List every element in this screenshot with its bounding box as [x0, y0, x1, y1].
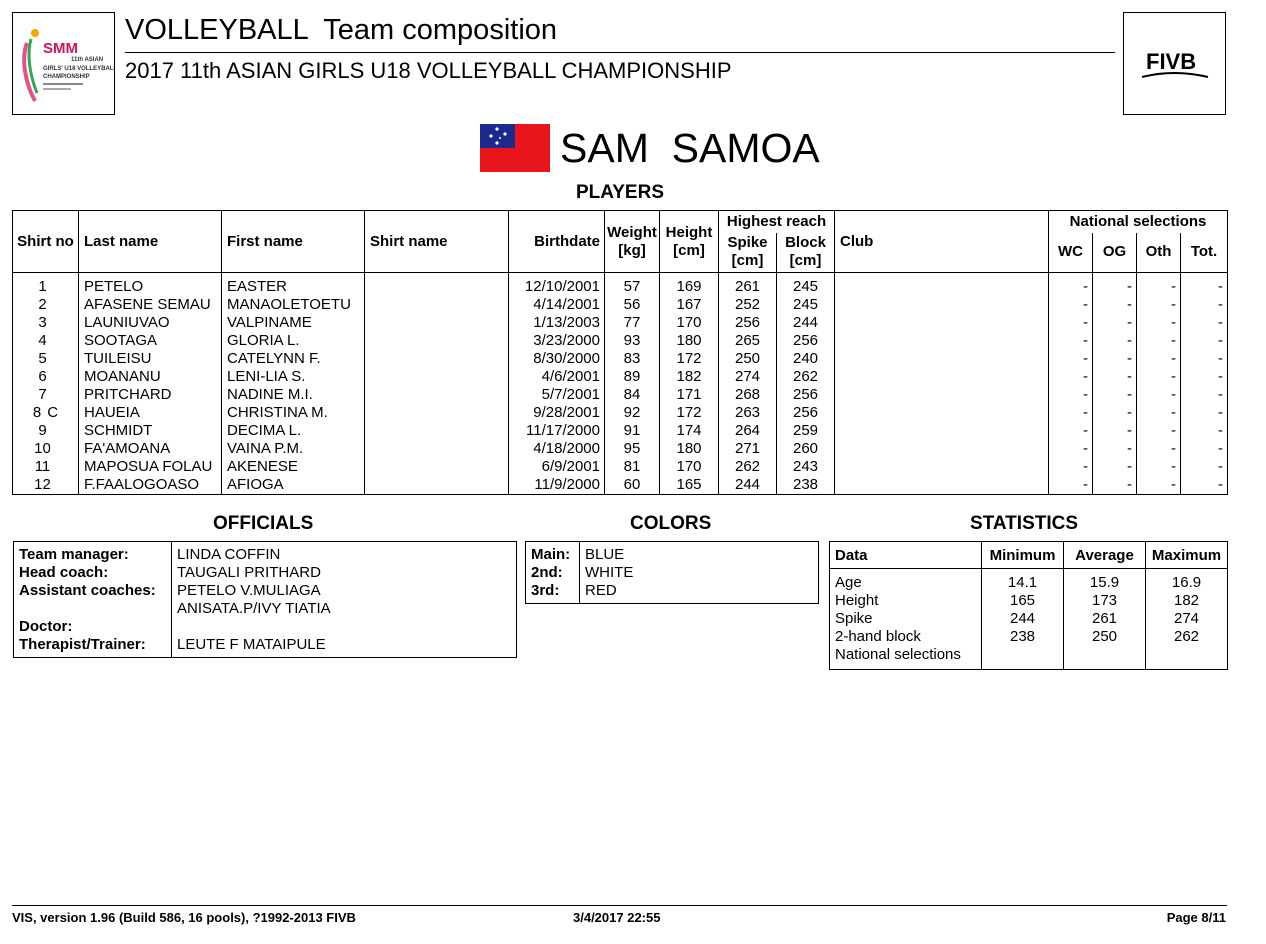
player-first-name: AFIOGA	[222, 476, 365, 495]
table-row	[13, 350, 1228, 368]
captain-marker: C	[47, 404, 59, 421]
player-spike: 252	[719, 296, 777, 314]
player-first-name: NADINE M.I.	[222, 386, 365, 404]
stats-maximum	[1146, 646, 1228, 670]
player-number: 6	[38, 368, 47, 385]
player-last-name: MAPOSUA FOLAU	[79, 458, 222, 476]
samoa-flag-icon	[480, 124, 550, 172]
player-club	[835, 386, 1049, 404]
table-row	[13, 273, 1228, 297]
color-value: BLUE	[585, 546, 625, 563]
player-og: -	[1093, 476, 1137, 495]
player-block: 262	[777, 368, 835, 386]
stats-minimum: 244	[982, 610, 1064, 628]
player-first-name: CHRISTINA M.	[222, 404, 365, 422]
col-header-highest-reach: Highest reach	[719, 211, 835, 233]
table-row	[13, 332, 1228, 350]
player-first-name: CATELYNN F.	[222, 350, 365, 368]
player-last-name: HAUEIA	[79, 404, 222, 422]
player-tot: -	[1181, 332, 1228, 350]
col-header-tot: Tot.	[1181, 233, 1228, 273]
player-first-name: VAINA P.M.	[222, 440, 365, 458]
player-spike: 271	[719, 440, 777, 458]
player-block: 256	[777, 386, 835, 404]
player-block: 245	[777, 273, 835, 297]
player-last-name: PETELO	[79, 273, 222, 297]
stats-header-min: Minimum	[982, 542, 1064, 569]
player-shirt-no	[13, 368, 79, 386]
official-value: ANISATA.P/IVY TIATIA	[177, 600, 331, 617]
player-number: 9	[38, 422, 47, 439]
player-oth: -	[1137, 440, 1181, 458]
player-shirt-no	[13, 273, 79, 297]
stats-minimum: 14.1	[982, 569, 1064, 593]
player-wc: -	[1049, 422, 1093, 440]
player-wc: -	[1049, 314, 1093, 332]
player-oth: -	[1137, 476, 1181, 495]
official-label: Team manager:	[19, 546, 129, 563]
official-value: TAUGALI PRITHARD	[177, 564, 321, 581]
player-og: -	[1093, 350, 1137, 368]
player-shirt-name	[365, 368, 509, 386]
col-header-height: Height [cm]	[660, 211, 719, 273]
player-spike: 244	[719, 476, 777, 495]
player-club	[835, 422, 1049, 440]
player-tot: -	[1181, 368, 1228, 386]
player-og: -	[1093, 368, 1137, 386]
player-spike: 268	[719, 386, 777, 404]
stats-minimum: 165	[982, 592, 1064, 610]
stats-label: Age	[830, 569, 982, 593]
player-oth: -	[1137, 296, 1181, 314]
stats-header-data: Data	[830, 542, 982, 569]
player-wc: -	[1049, 368, 1093, 386]
player-height: 174	[660, 422, 719, 440]
player-weight: 60	[605, 476, 660, 495]
stats-maximum: 262	[1146, 628, 1228, 646]
player-wc: -	[1049, 273, 1093, 297]
player-number: 11	[34, 458, 51, 475]
stats-row	[830, 569, 1228, 593]
player-oth: -	[1137, 458, 1181, 476]
stats-row	[830, 592, 1228, 610]
player-club	[835, 314, 1049, 332]
player-oth: -	[1137, 368, 1181, 386]
player-wc: -	[1049, 332, 1093, 350]
player-height: 182	[660, 368, 719, 386]
player-block: 256	[777, 404, 835, 422]
table-row	[13, 476, 1228, 495]
fivb-logo-image	[1124, 13, 1225, 114]
player-spike: 264	[719, 422, 777, 440]
official-label: Therapist/Trainer:	[19, 636, 146, 653]
player-spike: 261	[719, 273, 777, 297]
table-row	[13, 440, 1228, 458]
player-number: 3	[38, 314, 47, 331]
official-label: Doctor:	[19, 618, 73, 635]
player-og: -	[1093, 440, 1137, 458]
player-birthdate: 11/17/2000	[509, 422, 605, 440]
statistics-heading: STATISTICS	[970, 513, 1079, 534]
stats-header-avg: Average	[1064, 542, 1146, 569]
stats-header-max: Maximum	[1146, 542, 1228, 569]
player-number: 10	[34, 440, 51, 457]
player-weight: 56	[605, 296, 660, 314]
player-shirt-name	[365, 314, 509, 332]
player-tot: -	[1181, 273, 1228, 297]
player-shirt-name	[365, 458, 509, 476]
official-label: Assistant coaches:	[19, 582, 156, 599]
player-block: 259	[777, 422, 835, 440]
player-oth: -	[1137, 404, 1181, 422]
player-last-name: AFASENE SEMAU	[79, 296, 222, 314]
player-wc: -	[1049, 440, 1093, 458]
stats-maximum: 16.9	[1146, 569, 1228, 593]
player-shirt-name	[365, 476, 509, 495]
player-shirt-name	[365, 404, 509, 422]
officials-table	[13, 541, 517, 658]
player-oth: -	[1137, 350, 1181, 368]
player-tot: -	[1181, 404, 1228, 422]
table-row	[13, 314, 1228, 332]
table-row	[13, 458, 1228, 476]
player-height: 172	[660, 404, 719, 422]
player-shirt-name	[365, 332, 509, 350]
color-label: Main:	[531, 546, 571, 563]
player-club	[835, 458, 1049, 476]
stats-minimum	[982, 646, 1064, 670]
player-tot: -	[1181, 458, 1228, 476]
player-club	[835, 332, 1049, 350]
player-height: 169	[660, 273, 719, 297]
player-weight: 83	[605, 350, 660, 368]
player-club	[835, 273, 1049, 297]
player-spike: 263	[719, 404, 777, 422]
stats-row	[830, 646, 1228, 670]
stats-average: 15.9	[1064, 569, 1146, 593]
title-divider	[125, 52, 1115, 53]
col-header-oth: Oth	[1137, 233, 1181, 273]
player-birthdate: 4/6/2001	[509, 368, 605, 386]
player-weight: 91	[605, 422, 660, 440]
stats-label: 2-hand block	[830, 628, 982, 646]
event-logo-text: GIRLS' U18 VOLLEYBALL	[43, 66, 114, 72]
stats-label: Height	[830, 592, 982, 610]
table-row	[13, 386, 1228, 404]
player-birthdate: 6/9/2001	[509, 458, 605, 476]
player-shirt-name	[365, 350, 509, 368]
colors-divider	[579, 542, 580, 603]
player-weight: 81	[605, 458, 660, 476]
player-shirt-name	[365, 296, 509, 314]
footer-page-number: Page 8/11	[1166, 910, 1226, 925]
player-first-name: DECIMA L.	[222, 422, 365, 440]
player-weight: 57	[605, 273, 660, 297]
col-header-last-name: Last name	[79, 211, 222, 273]
player-last-name: PRITCHARD	[79, 386, 222, 404]
table-row	[13, 422, 1228, 440]
player-height: 180	[660, 332, 719, 350]
player-birthdate: 9/28/2001	[509, 404, 605, 422]
footer-divider	[12, 905, 1227, 906]
player-first-name: EASTER	[222, 273, 365, 297]
player-last-name: F.FAALOGOASO	[79, 476, 222, 495]
player-first-name: VALPINAME	[222, 314, 365, 332]
fivb-logo	[1123, 12, 1226, 115]
player-birthdate: 4/18/2000	[509, 440, 605, 458]
player-shirt-no	[13, 350, 79, 368]
color-label: 2nd:	[531, 564, 563, 581]
player-og: -	[1093, 404, 1137, 422]
player-spike: 274	[719, 368, 777, 386]
stats-row	[830, 610, 1228, 628]
official-value: LINDA COFFIN	[177, 546, 281, 563]
player-shirt-no	[13, 404, 79, 422]
player-tot: -	[1181, 386, 1228, 404]
statistics-table-body	[830, 569, 1228, 670]
player-first-name: MANAOLETOETU	[222, 296, 365, 314]
player-number: 1	[38, 278, 47, 295]
player-og: -	[1093, 296, 1137, 314]
officials-heading: OFFICIALS	[213, 513, 314, 534]
player-weight: 93	[605, 332, 660, 350]
player-height: 167	[660, 296, 719, 314]
col-header-birthdate: Birthdate	[509, 211, 605, 273]
player-shirt-no	[13, 296, 79, 314]
player-shirt-no	[13, 458, 79, 476]
player-last-name: FA'AMOANA	[79, 440, 222, 458]
player-club	[835, 296, 1049, 314]
player-height: 172	[660, 350, 719, 368]
color-label: 3rd:	[531, 582, 560, 599]
player-birthdate: 5/7/2001	[509, 386, 605, 404]
player-wc: -	[1049, 296, 1093, 314]
player-height: 170	[660, 314, 719, 332]
col-header-spike: Spike [cm]	[719, 233, 777, 273]
official-value: PETELO V.MULIAGA	[177, 582, 321, 599]
player-height: 165	[660, 476, 719, 495]
page-subtitle: 2017 11th ASIAN GIRLS U18 VOLLEYBALL CHAMPIONSHIP	[125, 58, 732, 83]
player-last-name: TUILEISU	[79, 350, 222, 368]
player-last-name: SCHMIDT	[79, 422, 222, 440]
player-spike: 250	[719, 350, 777, 368]
player-club	[835, 350, 1049, 368]
player-birthdate: 12/10/2001	[509, 273, 605, 297]
player-club	[835, 440, 1049, 458]
player-birthdate: 11/9/2000	[509, 476, 605, 495]
event-logo-text: SMM	[43, 40, 78, 57]
player-birthdate: 4/14/2001	[509, 296, 605, 314]
player-shirt-no	[13, 476, 79, 495]
player-last-name: LAUNIUVAO	[79, 314, 222, 332]
player-last-name: MOANANU	[79, 368, 222, 386]
event-logo	[12, 12, 115, 115]
col-header-og: OG	[1093, 233, 1137, 273]
player-shirt-no	[13, 332, 79, 350]
player-og: -	[1093, 332, 1137, 350]
stats-row	[830, 628, 1228, 646]
player-block: 240	[777, 350, 835, 368]
stats-average: 173	[1064, 592, 1146, 610]
player-shirt-name	[365, 422, 509, 440]
player-spike: 262	[719, 458, 777, 476]
player-wc: -	[1049, 350, 1093, 368]
player-tot: -	[1181, 422, 1228, 440]
player-club	[835, 368, 1049, 386]
player-oth: -	[1137, 332, 1181, 350]
player-shirt-no	[13, 314, 79, 332]
player-number: 4	[38, 332, 47, 349]
player-wc: -	[1049, 476, 1093, 495]
player-number: 8	[32, 404, 42, 421]
player-block: 245	[777, 296, 835, 314]
player-number: 12	[34, 476, 51, 493]
color-value: RED	[585, 582, 617, 599]
event-logo-image	[13, 13, 114, 114]
player-tot: -	[1181, 476, 1228, 495]
player-number: 7	[38, 386, 47, 403]
stats-average: 261	[1064, 610, 1146, 628]
player-shirt-no	[13, 386, 79, 404]
colors-heading: COLORS	[630, 513, 712, 534]
player-last-name: SOOTAGA	[79, 332, 222, 350]
stats-maximum: 274	[1146, 610, 1228, 628]
player-birthdate: 8/30/2000	[509, 350, 605, 368]
player-height: 171	[660, 386, 719, 404]
player-height: 180	[660, 440, 719, 458]
stats-label: National selections	[830, 646, 982, 670]
statistics-table	[829, 541, 1228, 670]
player-wc: -	[1049, 404, 1093, 422]
player-spike: 265	[719, 332, 777, 350]
player-birthdate: 1/13/2003	[509, 314, 605, 332]
event-logo-text: 11th ASIAN	[71, 57, 104, 63]
players-table-body	[13, 273, 1228, 495]
col-header-wc: WC	[1049, 233, 1093, 273]
player-tot: -	[1181, 440, 1228, 458]
fivb-logo-text: FIVB	[1146, 49, 1197, 74]
player-block: 256	[777, 332, 835, 350]
player-birthdate: 3/23/2000	[509, 332, 605, 350]
player-shirt-no	[13, 440, 79, 458]
player-shirt-no	[13, 422, 79, 440]
footer-datetime: 3/4/2017 22:55	[573, 910, 661, 925]
event-logo-text: CHAMPIONSHIP	[43, 74, 90, 80]
stats-maximum: 182	[1146, 592, 1228, 610]
stats-average	[1064, 646, 1146, 670]
players-table	[12, 210, 1228, 495]
footer-version: VIS, version 1.96 (Build 586, 16 pools), ?1992-2013 FIVB	[12, 910, 356, 925]
player-weight: 89	[605, 368, 660, 386]
player-block: 260	[777, 440, 835, 458]
player-block: 244	[777, 314, 835, 332]
player-oth: -	[1137, 422, 1181, 440]
col-header-weight: Weight [kg]	[605, 211, 660, 273]
col-header-shirt-name: Shirt name	[365, 211, 509, 273]
color-value: WHITE	[585, 564, 634, 581]
player-weight: 92	[605, 404, 660, 422]
players-heading: PLAYERS	[576, 182, 664, 203]
player-number: 5	[38, 350, 47, 367]
player-shirt-name	[365, 440, 509, 458]
player-og: -	[1093, 273, 1137, 297]
player-oth: -	[1137, 386, 1181, 404]
player-og: -	[1093, 458, 1137, 476]
player-weight: 84	[605, 386, 660, 404]
player-shirt-name	[365, 273, 509, 297]
colors-table	[525, 541, 819, 604]
player-club	[835, 476, 1049, 495]
player-tot: -	[1181, 296, 1228, 314]
page-title: VOLLEYBALL Team composition	[125, 14, 558, 46]
player-tot: -	[1181, 314, 1228, 332]
player-og: -	[1093, 314, 1137, 332]
table-row	[13, 404, 1228, 422]
player-weight: 95	[605, 440, 660, 458]
col-header-shirt-no: Shirt no	[13, 211, 79, 273]
officials-divider	[171, 542, 172, 657]
player-oth: -	[1137, 273, 1181, 297]
table-row	[13, 296, 1228, 314]
player-wc: -	[1049, 458, 1093, 476]
player-height: 170	[660, 458, 719, 476]
player-spike: 256	[719, 314, 777, 332]
col-header-club: Club	[835, 211, 1049, 273]
player-club	[835, 404, 1049, 422]
player-first-name: GLORIA L.	[222, 332, 365, 350]
official-label: Head coach:	[19, 564, 109, 581]
player-tot: -	[1181, 350, 1228, 368]
player-block: 238	[777, 476, 835, 495]
official-value: LEUTE F MATAIPULE	[177, 636, 326, 653]
table-row	[13, 368, 1228, 386]
player-wc: -	[1049, 386, 1093, 404]
player-oth: -	[1137, 314, 1181, 332]
stats-average: 250	[1064, 628, 1146, 646]
col-header-national-selections: National selections	[1049, 211, 1228, 233]
stats-minimum: 238	[982, 628, 1064, 646]
player-block: 243	[777, 458, 835, 476]
player-number: 2	[38, 296, 47, 313]
player-first-name: AKENESE	[222, 458, 365, 476]
player-weight: 77	[605, 314, 660, 332]
player-og: -	[1093, 386, 1137, 404]
player-og: -	[1093, 422, 1137, 440]
col-header-first-name: First name	[222, 211, 365, 273]
stats-label: Spike	[830, 610, 982, 628]
player-shirt-name	[365, 386, 509, 404]
player-first-name: LENI-LIA S.	[222, 368, 365, 386]
col-header-block: Block [cm]	[777, 233, 835, 273]
team-name: SAM SAMOA	[560, 125, 820, 171]
